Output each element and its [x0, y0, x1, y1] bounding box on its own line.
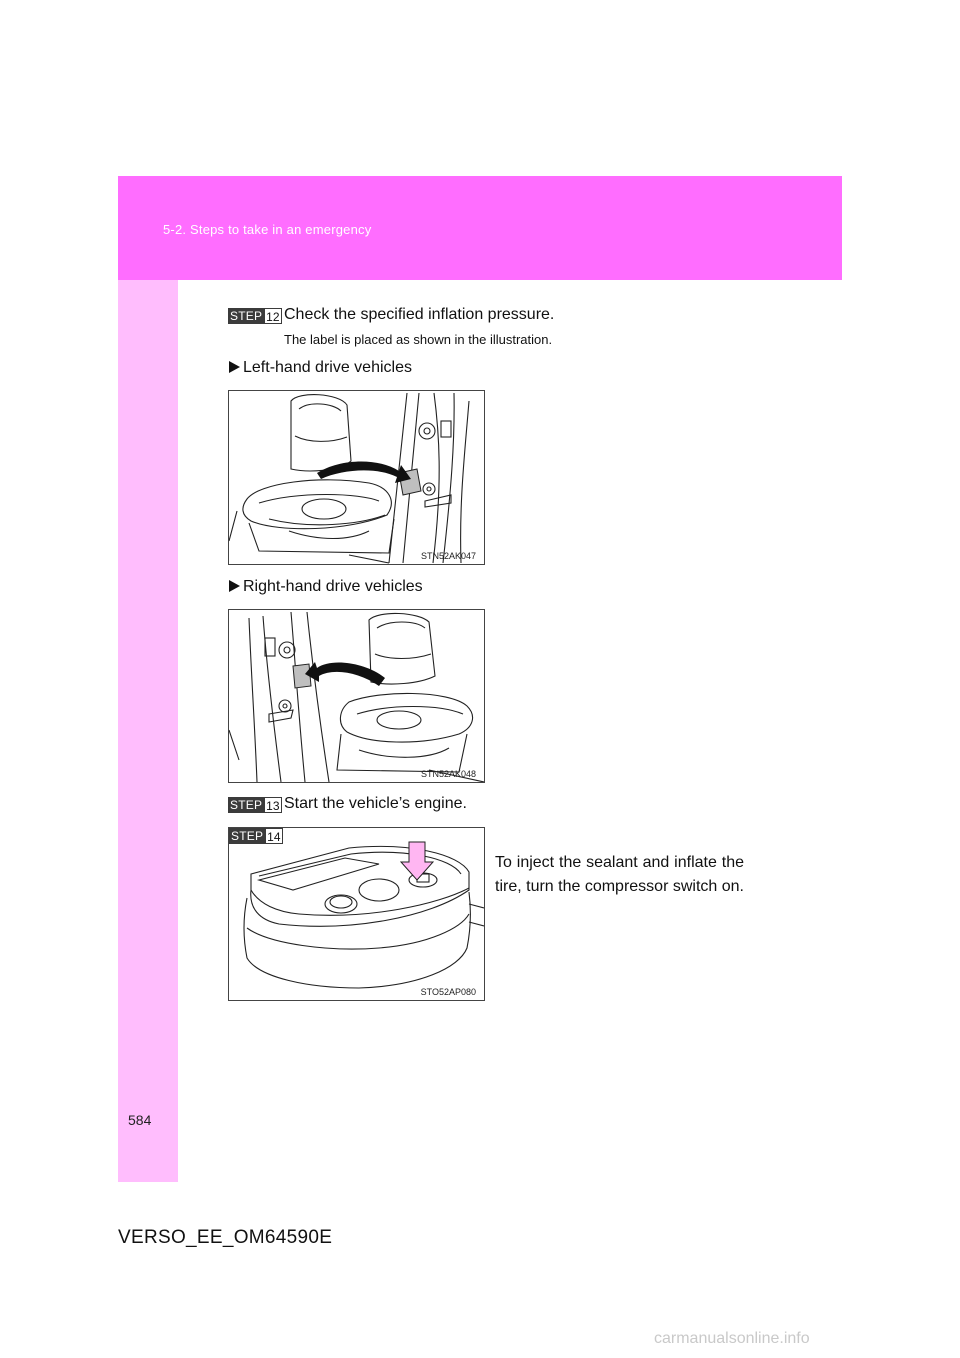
step-badge-14: STEP 14	[231, 829, 281, 844]
margin-tab	[118, 176, 178, 1182]
step-badge-13: STEP 13	[230, 798, 280, 813]
lhd-seat-illustration-icon	[229, 391, 484, 564]
rhd-seat-illustration-icon	[229, 610, 484, 782]
page-number: 584	[128, 1112, 152, 1128]
variant-lhd-heading: Left-hand drive vehicles	[229, 359, 412, 377]
section-title: 5-2. Steps to take in an emergency	[163, 222, 372, 237]
figure-code-lhd: STN52AK047	[420, 551, 476, 561]
figure-compressor-switch	[228, 827, 485, 1001]
triangle-bullet-icon	[229, 361, 240, 373]
step-badge-12: STEP 12	[230, 309, 280, 324]
compressor-kit-illustration-icon	[229, 828, 484, 1000]
watermark: carmanualsonline.info	[654, 1330, 810, 1347]
figure-code-compressor: STO52AP080	[420, 987, 476, 997]
step-14-text: To inject the sealant and inflate the tire, turn the compressor switch on.	[495, 854, 744, 895]
document-code: VERSO_EE_OM64590E	[118, 1227, 333, 1248]
step-12-note: The label is placed as shown in the illustration.	[284, 332, 553, 347]
variant-rhd-heading: Right-hand drive vehicles	[229, 578, 423, 596]
figure-lhd-door-label	[228, 390, 485, 565]
step-13-text: Start the vehicle’s engine.	[284, 795, 467, 812]
triangle-bullet-icon	[229, 580, 240, 592]
step-12-text: Check the specified inflation pressure.	[284, 306, 555, 323]
figure-rhd-door-label	[228, 609, 485, 783]
figure-code-rhd: STN52AK048	[420, 769, 476, 779]
